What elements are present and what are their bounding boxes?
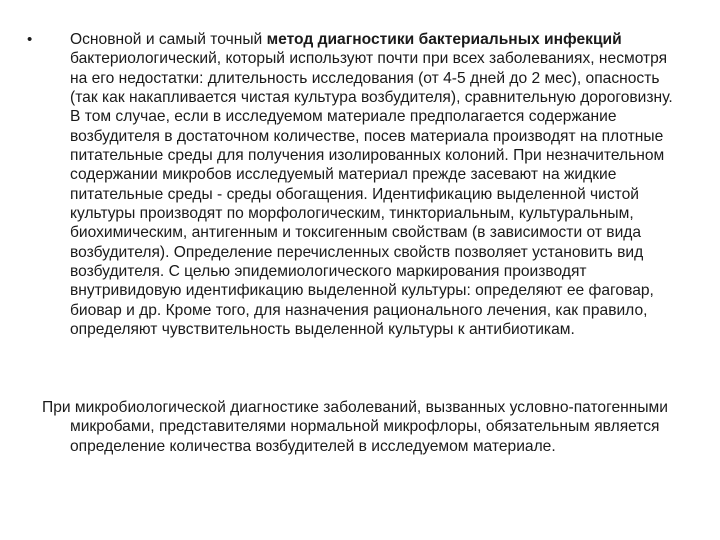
paragraph-bold-text: метод диагностики бактериальных инфекций: [266, 31, 622, 48]
paragraph-body-text: бактериологический, который используют почти при всех заболеваниях, несмотря на его недостатки: длительность исследования (от 4-5 дней до 2 мес), опасность (так как накапливается чистая культура возбудителя), сравнительную дороговизну. В том случае, если в исследуемом материале предполагается содержание возбудителя в достаточном количестве, посев материала производят на плотные питательные среды для получения изолированных колоний. При незначительном содержании микробов исследуемый материал прежде засевают на жидкие питательные среды - среды обогащения. Идентификацию выделенной чистой культуры производят по морфологическим, тинкториальным, культуральным, биохимическим, антигенным и токсигенным свойствам (в зависимости от вида возбудителя). Определение перечисленных свойств позволяет установить вид возбудителя. С целью эпидемиологического маркирования производят внутривидовую идентификацию выделенной культуры: определяют ее фаговар, биовар и др. Кроме того, для назначения рационального лечения, как правило, определяют чувствительность выделенной культуры к антибиотикам.: [70, 50, 673, 339]
bullet-marker: •: [27, 31, 33, 48]
paragraph-secondary: При микробиологической диагностике заболеваний, вызванных условно-патогенными микробами, представителями нормальной микрофлоры, обязательным является определение количества возбудителей в исследуемом материале.: [42, 399, 668, 455]
paragraph-main: [27, 30, 685, 340]
paragraph-lead-text: Основной и самый точный: [70, 31, 267, 48]
